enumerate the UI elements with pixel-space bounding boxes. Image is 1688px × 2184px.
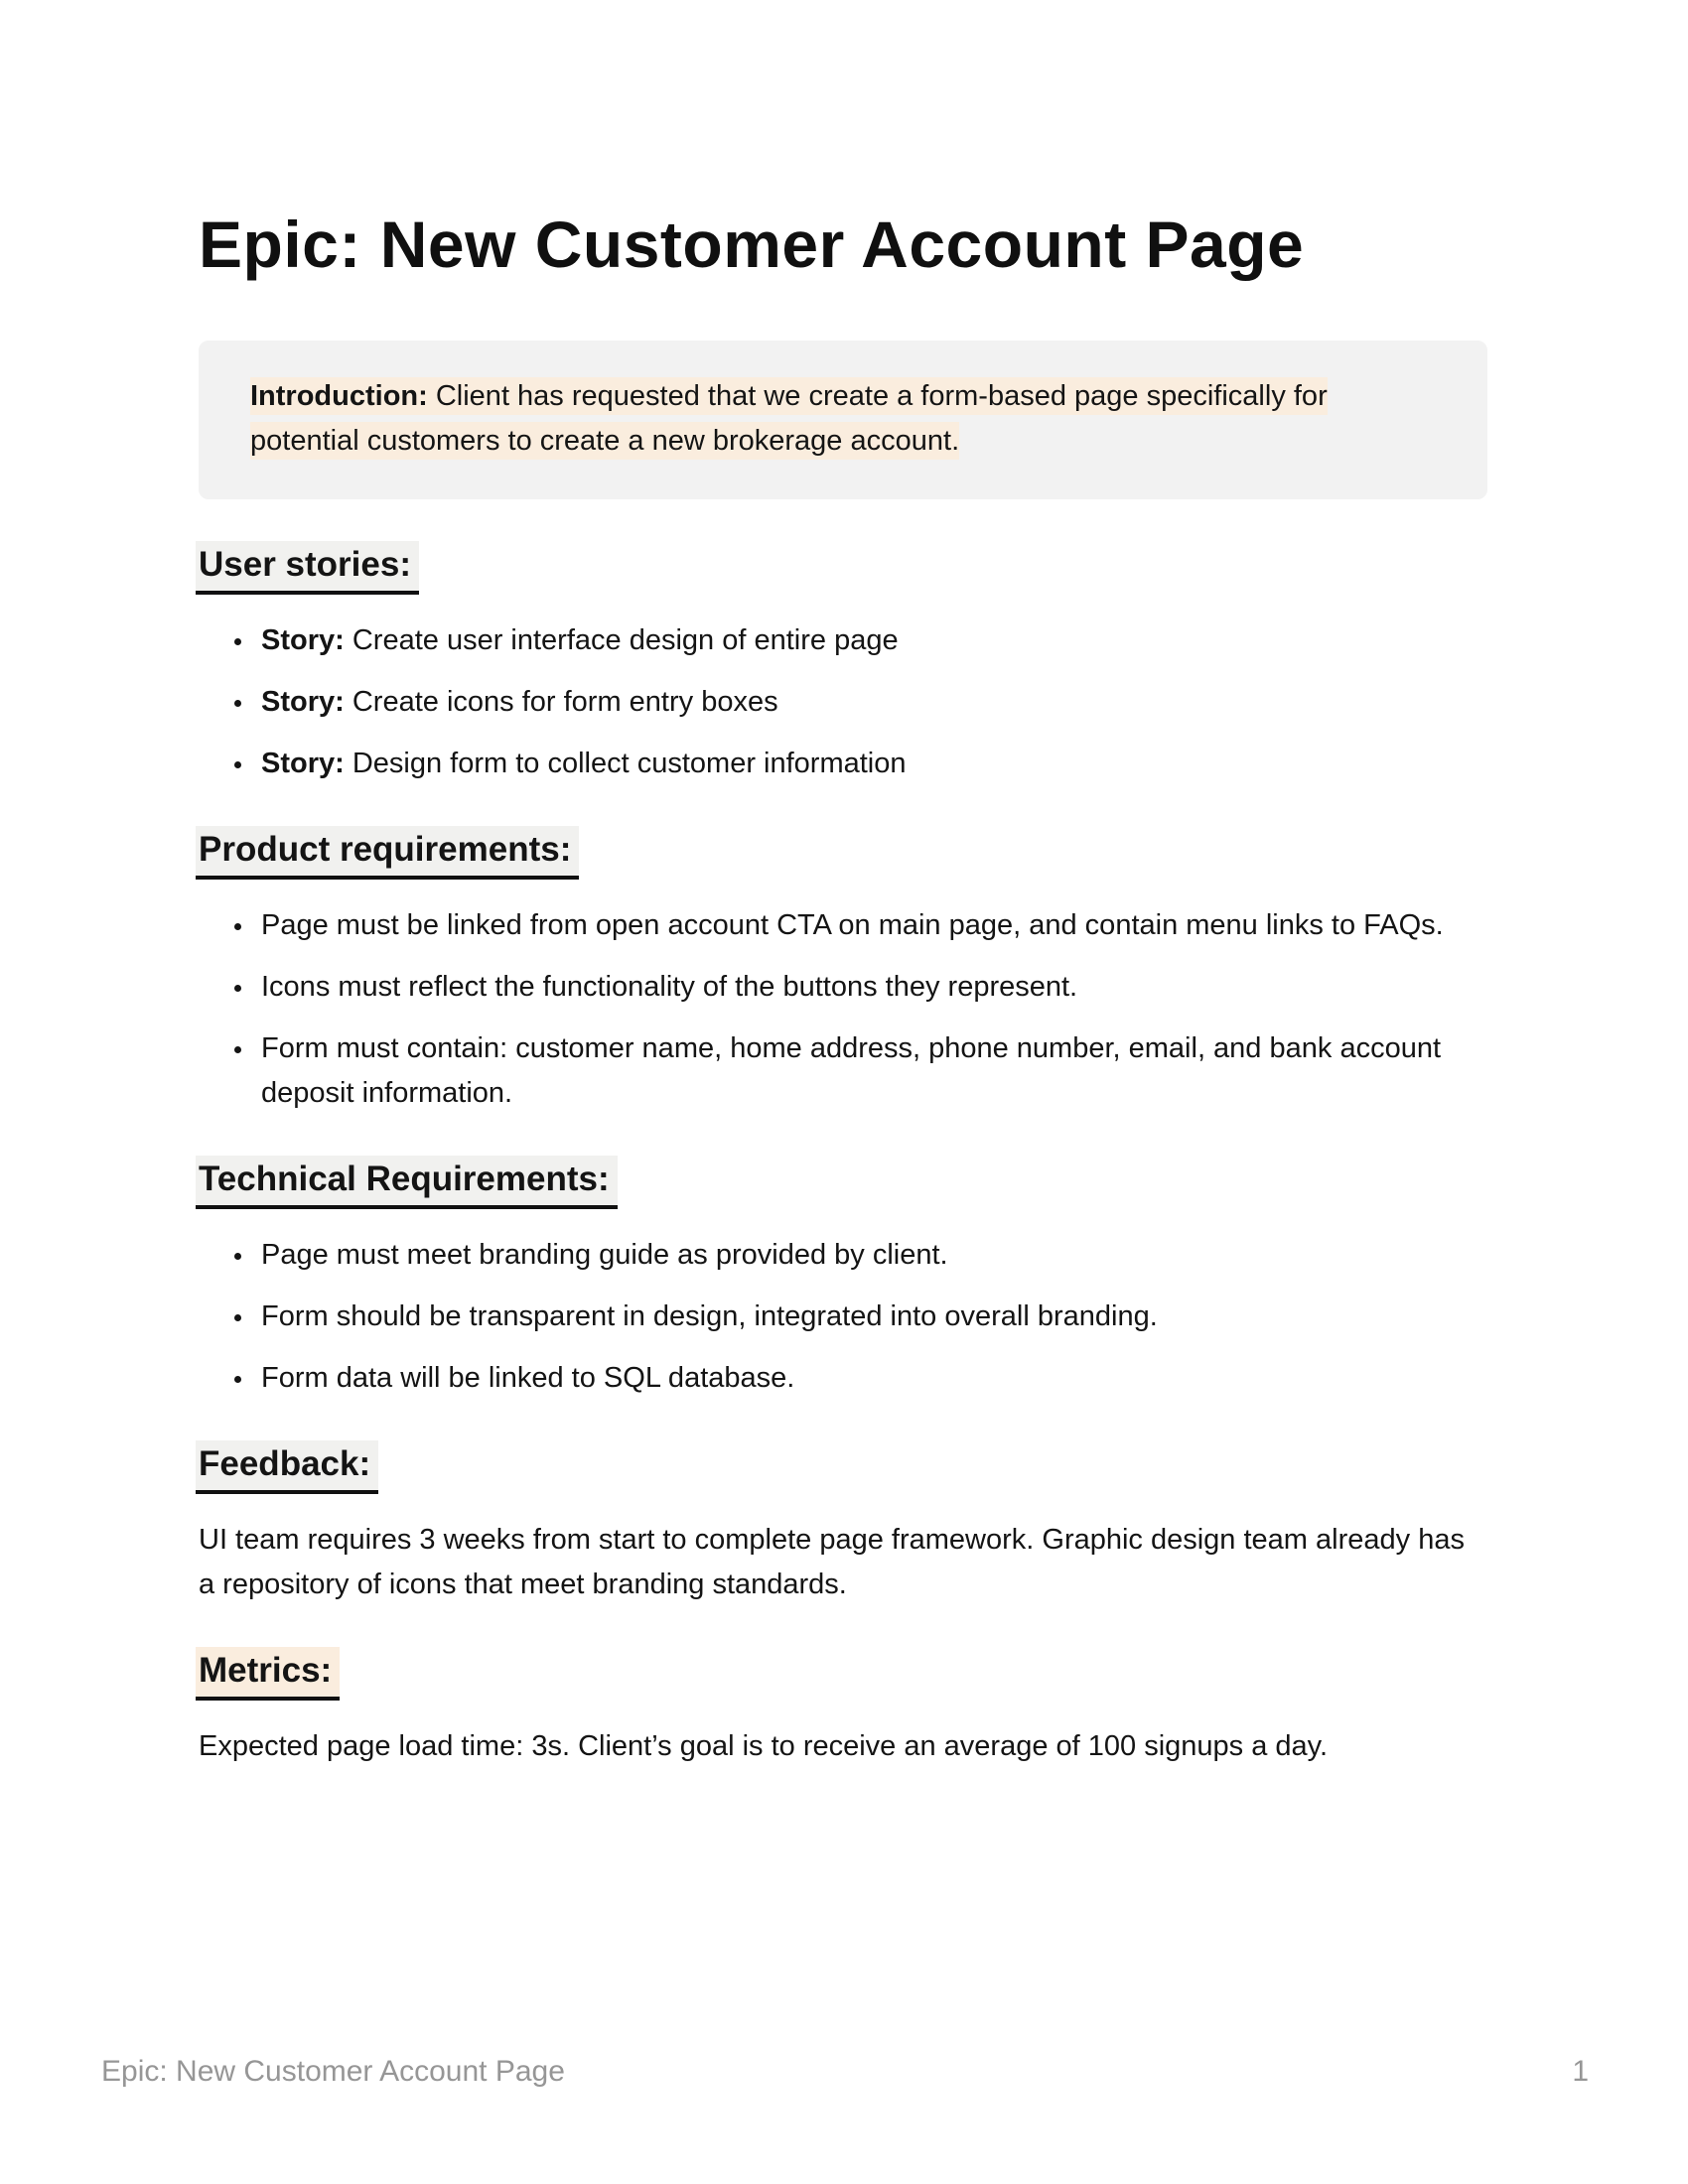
section-product-requirements bbox=[199, 826, 1487, 1116]
section-paragraph: Expected page load time: 3s. Client’s goal is to receive an average of 100 signups a day. bbox=[199, 1730, 1329, 1763]
section-heading bbox=[199, 541, 1487, 595]
section-heading bbox=[199, 1156, 1487, 1209]
section-heading bbox=[199, 1440, 1487, 1494]
introduction-label: Introduction: bbox=[250, 380, 428, 413]
footer-document-title: Epic: New Customer Account Page bbox=[101, 2055, 565, 2088]
list-item bbox=[255, 965, 1487, 1010]
bullet-list bbox=[199, 618, 1487, 786]
page-title: Epic: New Customer Account Page bbox=[199, 207, 1305, 281]
list-item-text: Form should be transparent in design, integrated into overall branding. bbox=[261, 1300, 1158, 1333]
list-item-text: Design form to collect customer information bbox=[344, 748, 907, 780]
list-item-label: Story: bbox=[261, 748, 345, 780]
section-feedback bbox=[199, 1440, 1487, 1607]
list-item-text: Page must meet branding guide as provided by client. bbox=[261, 1239, 948, 1272]
list-item bbox=[255, 618, 1487, 663]
introduction-text bbox=[250, 374, 1436, 464]
list-item bbox=[255, 742, 1487, 786]
section-heading bbox=[199, 826, 1487, 880]
list-item-text: Form must contain: customer name, home address, phone number, email, and bank account deposit information. bbox=[261, 1032, 1442, 1110]
section-heading-text: Metrics: bbox=[196, 1647, 340, 1701]
list-item-text: Icons must reflect the functionality of the buttons they represent. bbox=[261, 971, 1078, 1004]
bullet-list bbox=[199, 1233, 1487, 1401]
section-heading bbox=[199, 1647, 1487, 1701]
section-paragraph: UI team requires 3 weeks from start to complete page framework. Graphic design team already has a repository of icons that meet branding standards. bbox=[199, 1524, 1465, 1601]
list-item bbox=[255, 1026, 1487, 1116]
section-heading-text: User stories: bbox=[196, 541, 419, 595]
list-item-text: Create user interface design of entire page bbox=[344, 624, 899, 657]
introduction-callout bbox=[199, 341, 1487, 499]
footer-page-number: 1 bbox=[1572, 2055, 1589, 2088]
list-item-text: Form data will be linked to SQL database. bbox=[261, 1362, 795, 1395]
section-user-stories bbox=[199, 541, 1487, 786]
list-item bbox=[255, 903, 1487, 948]
list-item-label: Story: bbox=[261, 686, 345, 719]
section-technical-requirements bbox=[199, 1156, 1487, 1401]
list-item bbox=[255, 1356, 1487, 1401]
list-item bbox=[255, 1233, 1487, 1278]
section-heading-text: Technical Requirements: bbox=[196, 1156, 618, 1209]
list-item-text: Page must be linked from open account CTA on main page, and contain menu links to FAQs. bbox=[261, 909, 1444, 942]
sections-container bbox=[199, 541, 1489, 1769]
section-heading-text: Product requirements: bbox=[196, 826, 579, 880]
introduction-body: Client has requested that we create a form-based page specifically for potential customers to create a new brokerage account. bbox=[250, 380, 1328, 458]
section-metrics bbox=[199, 1647, 1487, 1769]
list-item bbox=[255, 680, 1487, 725]
list-item bbox=[255, 1295, 1487, 1339]
list-item-text: Create icons for form entry boxes bbox=[344, 686, 778, 719]
bullet-list bbox=[199, 903, 1487, 1116]
section-heading-text: Feedback: bbox=[196, 1440, 378, 1494]
page-footer bbox=[101, 2055, 1589, 2089]
list-item-label: Story: bbox=[261, 624, 345, 657]
